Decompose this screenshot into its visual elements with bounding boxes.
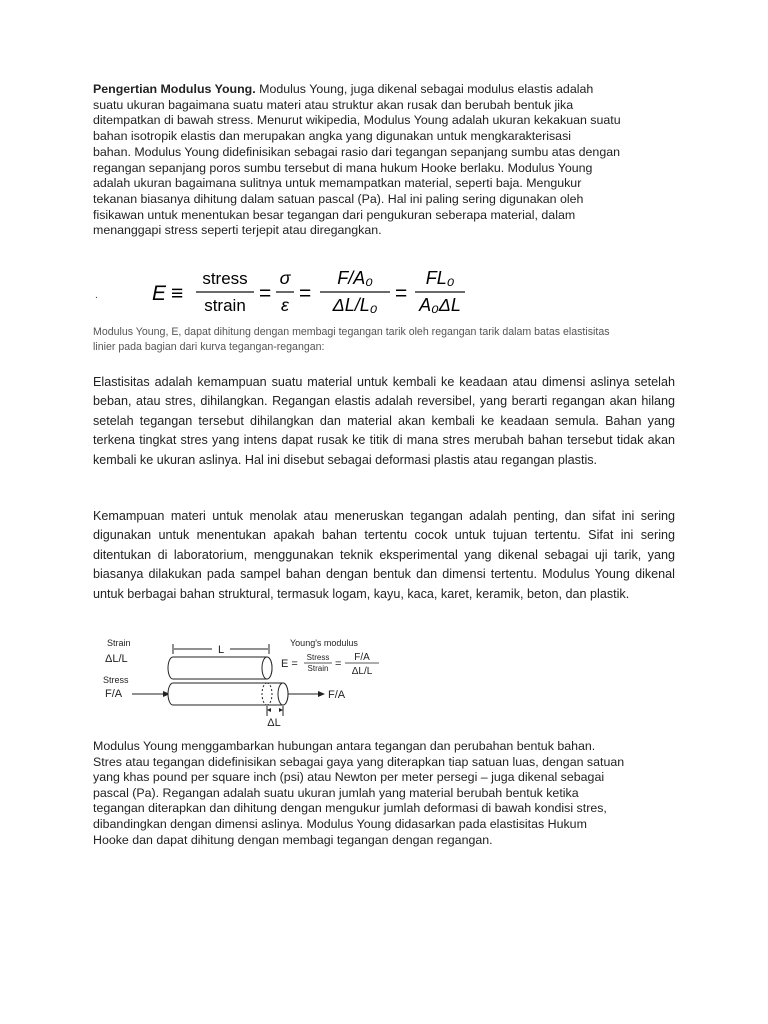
stress-label: Stress — [103, 675, 129, 685]
caption-line: linier pada bagian dari kurva tegangan-regangan: — [93, 340, 325, 353]
para4-line: pascal (Pa). Regangan adalah suatu ukuran jumlah yang material berubah bentuk ketika — [93, 785, 579, 800]
intro-line: adalah ukuran bagaimana sulitnya untuk memampatkan material, seperti baja. Mengukur — [93, 176, 582, 191]
caption-line: Modulus Young, E, dapat dihitung dengan membagi tegangan tarik oleh regangan tarik dalam batas elastisitas — [93, 326, 610, 338]
formula-equals: = — [299, 282, 312, 305]
intro-title: Pengertian Modulus Young. — [93, 82, 256, 96]
intro-line: bahan. Modulus Young didefinisikan sebagai rasio dari tegangan sepanjang sumbu atas dengan — [93, 144, 621, 159]
para4-line: tegangan diterapkan dan dihitung dengan mengukur jumlah deformasi di bawah kondisi stres, — [93, 801, 607, 816]
formula-FL0: FL₀ — [425, 268, 455, 288]
original-rod — [168, 657, 272, 679]
intro-line: tekanan biasanya dihitung dalam satuan pascal (Pa). Hal ini paling sering digunakan oleh — [93, 191, 584, 206]
diagram-stress-word: Stress — [306, 653, 330, 662]
youngs-modulus-formula — [152, 268, 572, 318]
formula-dL-over-L0: ΔL/L₀ — [332, 295, 378, 315]
force-label-right: F/A — [328, 689, 346, 701]
intro-line: regangan sepanjang poros sumbu tersebut di mana hukum Hooke berlaku. Modulus Young — [93, 160, 593, 175]
diagram-strain-word: Strain — [307, 664, 329, 673]
formula-equals: = — [259, 282, 272, 305]
stretched-rod — [168, 683, 288, 705]
diagram-frac-den: ΔL/L — [351, 666, 373, 677]
para4-line: Modulus Young menggambarkan hubungan antara tegangan dan perubahan bentuk bahan. — [93, 739, 596, 753]
intro-line: suatu ukuran bagaimana suatu materi atau struktur akan rusak dan berubah bentuk jika — [93, 97, 574, 112]
diagram-equals: = — [335, 658, 342, 670]
delta-arrows — [267, 708, 283, 712]
elasticity-paragraph: Elastisitas adalah kemampuan suatu material untuk kembali ke keadaan atau dimensi aslinya setelah beban, atau stres, dihilangkan. Regangan elastis adalah reversibel, yang berarti regangan akan hilang setelah tegangan tersebut dihilangkan dan material akan kembali ke keadaan semula. Bahan yang terkena tingkat stres yang intens dapat rusak ke titik di mana stres merubah bahan tersebut tidak akan kembali ke ukuran aslinya. Hal ini disebut sebagai deformasi plastis atau regangan plastis. — [93, 375, 675, 467]
formula-E: E — [152, 282, 167, 305]
intro-line: bahan isotropik elastis dan merupakan angka yang digunakan untuk mengkarakterisasi — [93, 129, 572, 144]
para4-line: Stres atau tegangan didefinisikan sebagai gaya yang diterapkan tiap satuan luas, dengan satuan — [93, 754, 625, 769]
formula-stress: stress — [202, 269, 248, 288]
youngs-modulus-title: Young's modulus — [290, 638, 358, 648]
para4-line: Hooke dan dapat dihitung dengan membagi tegangan dengan regangan. — [93, 832, 493, 847]
diagram-E: E = — [281, 658, 298, 670]
formula-sigma: σ — [279, 268, 291, 288]
formula-caption — [93, 325, 693, 354]
intro-line: menanggapi stress seperti terjepit atau diregangkan. — [93, 223, 382, 238]
diagram-frac-num: F/A — [354, 652, 370, 663]
para4-line: yang khas pound per square inch (psi) atau Newton per meter persegi – juga dikenal sebagai — [93, 770, 605, 785]
formula-equiv: ≡ — [171, 282, 184, 305]
rod-end — [278, 683, 288, 705]
formula-equals: = — [395, 282, 408, 305]
formula-A0dL: A₀ΔL — [419, 295, 461, 315]
intro-line: ditempatkan di bawah stress. Menurut wikipedia, Modulus Young adalah ukuran kekakuan suatu — [93, 113, 621, 128]
delta-length-label: ΔL — [267, 717, 281, 729]
intro-line: Modulus Young, juga dikenal sebagai modulus elastis adalah — [259, 82, 594, 96]
material-ability-paragraph: Kemampuan materi untuk menolak atau meneruskan tegangan adalah penting, dan sifat ini sering digunakan untuk menentukan apakah bahan tertentu cocok untuk tujuan tertentu. Sifat ini sering ditentukan di laboratorium, menggunakan teknik eksperimental yang dikenal sebagai uji tarik, yang biasanya dilakukan pada sampel bahan dengan bentuk dan dimensi tertentu. Modulus Young dikenal untuk berbagai bahan struktural, termasuk logam, kayu, kaca, karet, keramik, beton, dan plastik. — [93, 509, 675, 601]
rod-end — [262, 657, 272, 679]
length-label: L — [217, 644, 225, 656]
youngs-modulus-diagram — [100, 634, 390, 730]
intro-line: fisikawan untuk menentukan besar tegangan dari pengukuran seberapa material, dalam — [93, 207, 576, 222]
strain-label: Strain — [107, 638, 131, 648]
intro-paragraph — [93, 82, 683, 239]
strain-symbol: ΔL/L — [105, 653, 128, 665]
formula-strain: strain — [204, 296, 246, 315]
formula-epsilon: ε — [281, 295, 289, 315]
stress-symbol: F/A — [105, 688, 123, 700]
formula-F-over-A0: F/A₀ — [337, 268, 373, 288]
para4-line: dibandingkan dengan dimensi aslinya. Modulus Young didasarkan pada elastisitas Hukum — [93, 816, 587, 831]
stray-dot: . — [95, 290, 98, 301]
arrow-head — [318, 691, 325, 697]
relationship-paragraph — [93, 739, 693, 848]
